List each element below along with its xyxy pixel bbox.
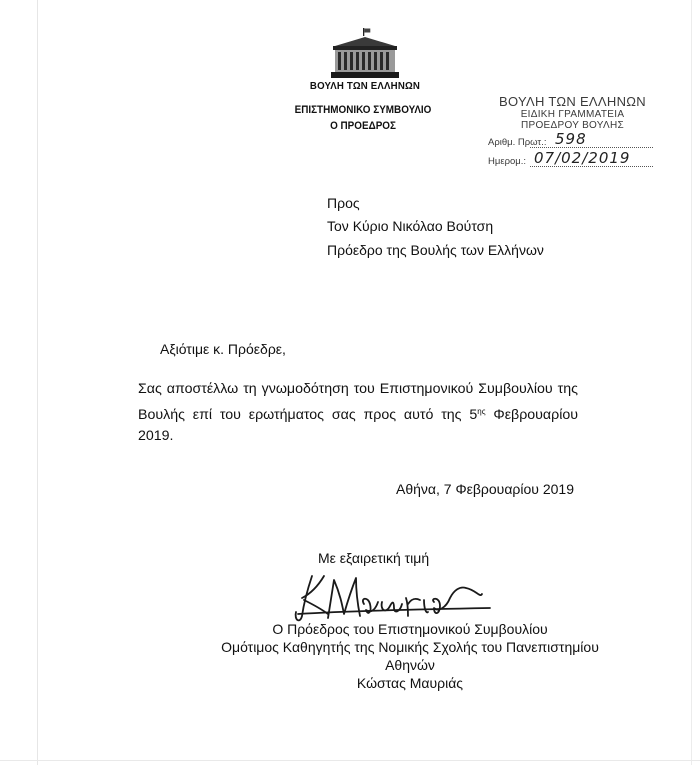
letterhead-council: ΕΠΙΣΤΗΜΟΝΙΚΟ ΣΥΜΒΟΥΛΙΟ	[294, 104, 432, 116]
body-paragraph	[138, 379, 578, 448]
body-part1: Σας αποστέλλω τη γνωμοδότηση του Επιστημονικού Συμβουλίου της Βουλής επί του ερωτήματος σας προς αυτό της 5	[138, 381, 578, 423]
signatory-name: Κώστας Μαυριάς	[356, 675, 464, 691]
signatory-line2: Ομότιμος Καθηγητής της Νομικής Σχολής του Πανεπιστημίου Αθηνών	[221, 639, 599, 673]
recipient-to: Προς	[327, 195, 360, 211]
stamp-date-row	[480, 151, 665, 169]
letterhead	[280, 28, 450, 92]
stamp-date-value: 07/02/2019	[534, 149, 631, 167]
stamp-institution: ΒΟΥΛΗ ΤΩΝ ΕΛΛΗΝΩΝ	[499, 94, 646, 109]
page-bottom-edge	[0, 760, 700, 761]
page-right-edge	[691, 0, 692, 765]
body-superscript: ης	[477, 406, 486, 416]
handwritten-signature	[290, 568, 500, 628]
letterhead-institution: ΒΟΥΛΗ ΤΩΝ ΕΛΛΗΝΩΝ	[309, 80, 421, 92]
closing-phrase: Με εξαιρετική τιμή	[318, 550, 430, 566]
registration-stamp	[480, 94, 665, 169]
stamp-protocol-row	[480, 132, 665, 150]
stamp-protocol-dots	[530, 147, 653, 148]
signatory-block	[200, 620, 620, 692]
stamp-protocol-label: Αριθμ. Πρωτ.:	[488, 137, 547, 148]
letterhead-role: Ο ΠΡΟΕΔΡΟΣ	[330, 120, 396, 132]
recipient-title: Πρόεδρο της Βουλής των Ελλήνων	[327, 242, 544, 258]
recipient-name: Τον Κύριο Νικόλαο Βούτση	[327, 218, 494, 234]
parliament-building-icon	[327, 28, 403, 78]
stamp-office-line2: ΠΡΟΕΔΡΟΥ ΒΟΥΛΗΣ	[520, 120, 625, 131]
place-date: Αθήνα, 7 Φεβρουαρίου 2019	[396, 481, 574, 497]
body-part2: Φεβρουαρίου 2019.	[138, 406, 578, 444]
signatory-line1: Ο Πρόεδρος του Επιστημονικού Συμβουλίου	[272, 621, 548, 637]
stamp-office-line1: ΕΙΔΙΚΗ ΓΡΑΜΜΑΤΕΙΑ	[520, 109, 625, 120]
page-left-edge	[37, 0, 38, 765]
stamp-date-label: Ημερομ.:	[488, 156, 527, 167]
stamp-protocol-number: 598	[555, 130, 587, 148]
salutation: Αξιότιμε κ. Πρόεδρε,	[160, 341, 286, 357]
